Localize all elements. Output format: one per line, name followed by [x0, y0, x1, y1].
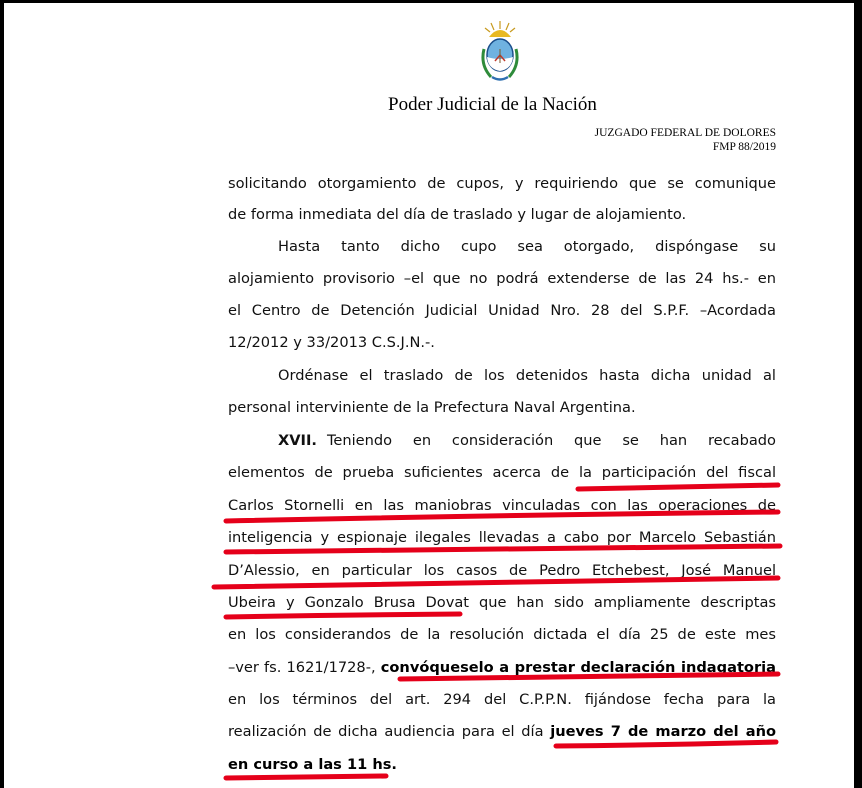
text-line: elementos de prueba suficientes acerca de la participación del fiscal	[228, 464, 776, 481]
coat-of-arms-icon	[479, 19, 521, 85]
text-line: solicitando otorgamiento de cupos, y requiriendo que se comunique	[228, 175, 776, 192]
bold-text: jueves 7 de marzo del año	[550, 723, 777, 740]
section-number: XVII.	[278, 432, 317, 449]
institution-title: Poder Judicial de la Nación	[388, 94, 597, 115]
text-span: –ver fs. 1621/1728-,	[228, 659, 376, 676]
text-line: el Centro de Detención Judicial Unidad Nro. 28 del S.P.F. –Acordada	[228, 302, 776, 319]
bold-text: convóqueselo a prestar declaración indagatoria	[380, 659, 777, 676]
text-line: en los términos del art. 294 del C.P.P.N. fijándose fecha para la	[228, 691, 776, 708]
text-line: alojamiento provisorio –el que no podrá extenderse de las 24 hs.- en	[228, 270, 776, 287]
paragraph-xvii-start	[228, 429, 776, 453]
case-number: FMP 88/2019	[712, 141, 776, 153]
text-line: inteligencia y espionaje ilegales llevadas a cabo por Marcelo Sebastián	[228, 529, 776, 546]
text-line: Ubeira y Gonzalo Brusa Dovat que han sido ampliamente descriptas	[228, 594, 776, 611]
scan-edge	[0, 390, 4, 788]
text-line: D’Alessio, en particular los casos de Pedro Etchebest, José Manuel	[228, 562, 776, 579]
text-line: de forma inmediata del día de traslado y lugar de alojamiento.	[228, 206, 687, 223]
court-name: JUZGADO FEDERAL DE DOLORES	[594, 127, 776, 139]
text-span: realización de dicha audiencia para el día	[228, 723, 544, 740]
text-line	[228, 656, 776, 680]
text-line	[228, 753, 776, 777]
text-span: Teniendo en consideración que se han recabado	[326, 432, 776, 449]
bold-text: en curso a las 11 hs.	[228, 756, 397, 773]
text-line: Ordénase el traslado de los detenidos hasta dicha unidad al	[278, 367, 776, 384]
court-header	[595, 126, 776, 154]
text-line: en los considerandos de la resolución dictada el día 25 de este mes	[228, 626, 776, 643]
text-line: Carlos Stornelli en las maniobras vinculadas con las operaciones de	[228, 497, 776, 514]
text-line: 12/2012 y 33/2013 C.S.J.N.-.	[228, 334, 435, 351]
text-line: Hasta tanto dicho cupo sea otorgado, dispóngase su	[278, 238, 776, 255]
text-line: personal interviniente de la Prefectura Naval Argentina.	[228, 399, 636, 416]
text-line	[228, 720, 776, 744]
